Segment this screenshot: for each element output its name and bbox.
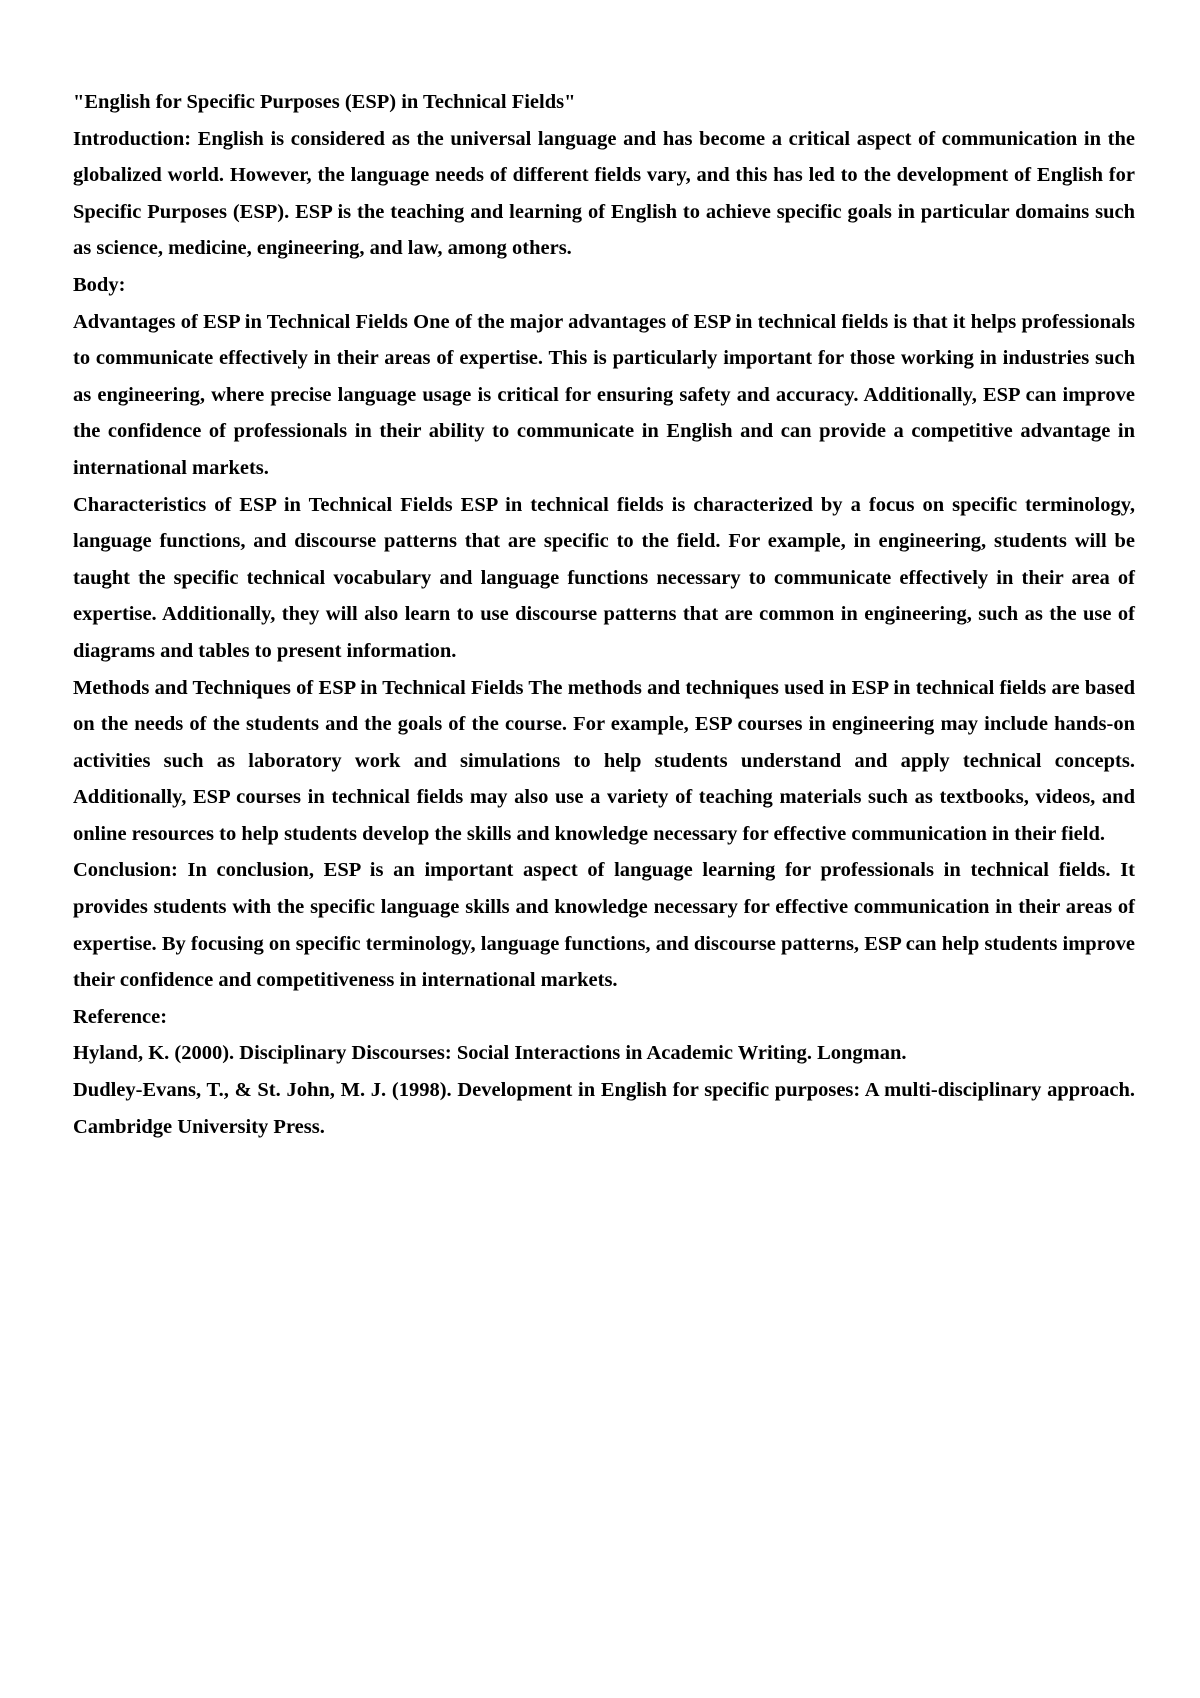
introduction-text: English is considered as the universal language and has become a critical aspect of communication in the globalized world. However, the language needs of different fields vary, and this has led to the development of English for Specific Purposes (ESP). ESP is the teaching and learning of English to achieve specific goals in particular domains such as science, medicine, engineering, and law, among others. bbox=[73, 127, 1135, 260]
section-methods: Methods and Techniques of ESP in Technical Fields The methods and techniques used in ESP in technical fields are based on the needs of the students and the goals of the course. For example, ESP courses in engineering may include hands-on activities such as laboratory work and simulations to help students understand and apply technical concepts. Additionally, ESP courses in technical fields may also use a variety of teaching materials such as textbooks, videos, and online resources to help students develop the skills and knowledge necessary for effective communication in their field. bbox=[73, 676, 1135, 845]
document-title: "English for Specific Purposes (ESP) in Technical Fields" bbox=[73, 91, 576, 113]
reference-item: Hyland, K. (2000). Disciplinary Discourses: Social Interactions in Academic Writing. Longman. bbox=[73, 1042, 907, 1065]
introduction-label: Introduction: bbox=[73, 127, 192, 150]
document-page bbox=[73, 84, 1135, 1145]
conclusion-label: Conclusion: bbox=[73, 859, 178, 882]
introduction-paragraph bbox=[73, 121, 1135, 267]
conclusion-text: In conclusion, ESP is an important aspect of language learning for professionals in technical fields. It provides students with the specific language skills and knowledge necessary for effective communication in their areas of expertise. By focusing on specific terminology, language functions, and discourse patterns, ESP can help students improve their confidence and competitiveness in international markets. bbox=[73, 859, 1135, 992]
body-label: Body: bbox=[73, 273, 126, 296]
reference-label: Reference: bbox=[73, 1005, 168, 1028]
reference-item: Dudley-Evans, T., & St. John, M. J. (1998). Development in English for specific purposes: A multi-disciplinary approach. Cambridge University Press. bbox=[73, 1079, 1135, 1138]
section-characteristics: Characteristics of ESP in Technical Fields ESP in technical fields is characterized by a focus on specific terminology, language functions, and discourse patterns that are specific to the field. For example, in engineering, students will be taught the specific technical vocabulary and language functions necessary to communicate effectively in their area of expertise. Additionally, they will also learn to use discourse patterns that are common in engineering, such as the use of diagrams and tables to present information. bbox=[73, 493, 1135, 662]
conclusion-paragraph bbox=[73, 852, 1135, 998]
section-advantages: Advantages of ESP in Technical Fields One of the major advantages of ESP in technical fields is that it helps professionals to communicate effectively in their areas of expertise. This is particularly important for those working in industries such as engineering, where precise language usage is critical for ensuring safety and accuracy. Additionally, ESP can improve the confidence of professionals in their ability to communicate in English and can provide a competitive advantage in international markets. bbox=[73, 310, 1135, 479]
